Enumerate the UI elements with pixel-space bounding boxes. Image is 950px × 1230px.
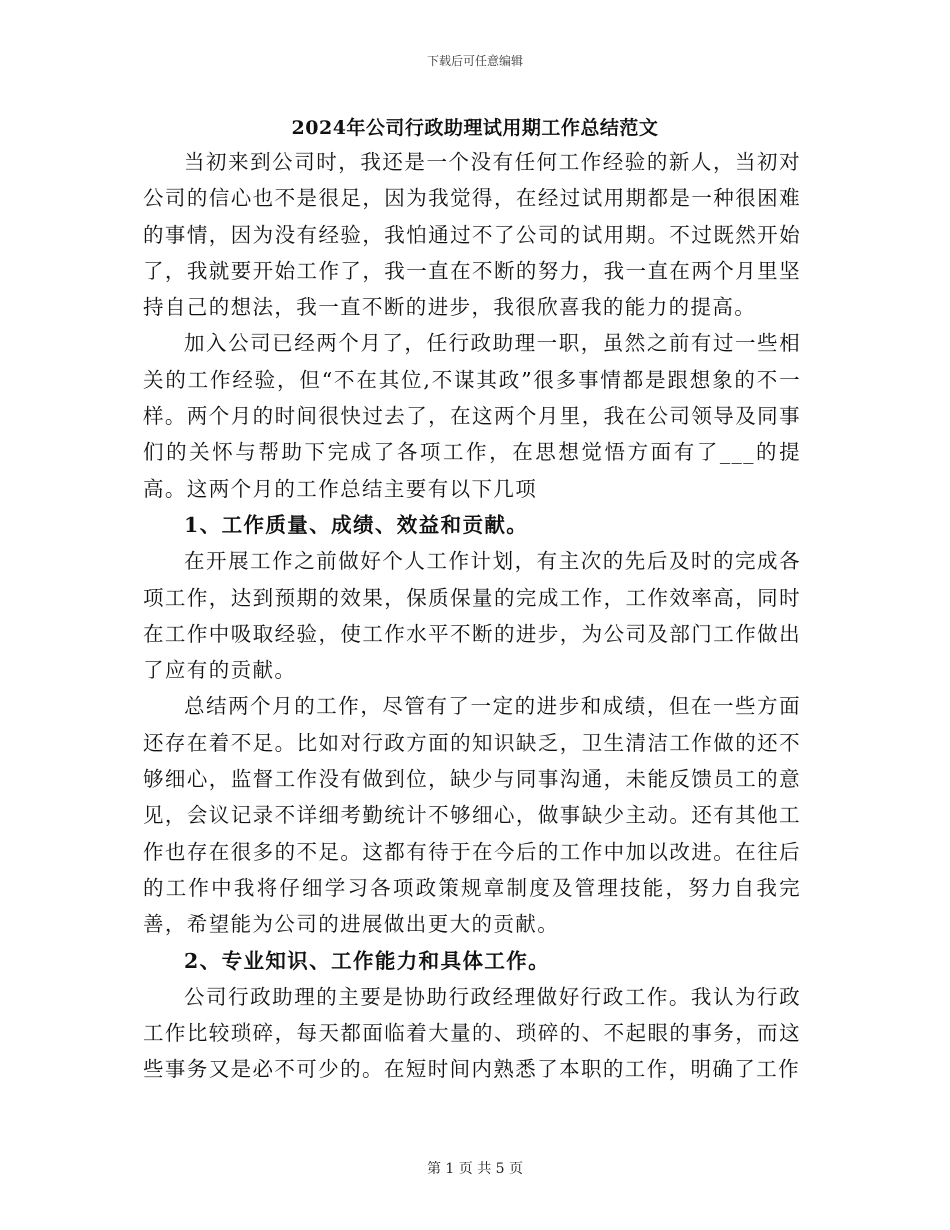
section-2-paragraph-1: 公司行政助理的主要是协助行政经理做好行政工作。我认为行政工作比较琐碎，每天都面临着大量的、琐碎的、不起眼的事务，而这些事务又是必不可少的。在短时间内熟悉了本职的工作，明确了工作	[143, 984, 801, 1082]
section-1-paragraph-1: 在开展工作之前做好个人工作计划，有主次的先后及时的完成各项工作，达到预期的效果，保质保量的完成工作，工作效率高，同时在工作中吸取经验，使工作水平不断的进步，为公司及部门工作做出了应有的贡献。	[143, 549, 801, 683]
header-note: 下载后可任意编辑	[426, 54, 523, 68]
section-2-heading: 2、专业知识、工作能力和具体工作。	[184, 948, 551, 973]
section-1-heading: 1、工作质量、成绩、效益和贡献。	[184, 512, 529, 537]
page-number: 第 1 页 共 5 页	[426, 1161, 524, 1177]
intro-paragraph-1: 当初来到公司时，我还是一个没有任何工作经验的新人，当初对公司的信心也不是很足，因为我觉得，在经过试用期都是一种很困难的事情，因为没有经验，我怕通过不了公司的试用期。不过既然开始了，我就要开始工作了，我一直在不断的努力，我一直在两个月里坚持自己的想法，我一直不断的进步，我很欣喜我的能力的提高。	[143, 150, 801, 320]
document-body	[143, 144, 801, 1088]
intro-paragraph-2: 加入公司已经两个月了，任行政助理一职，虽然之前有过一些相关的工作经验，但“不在其位,不谋其政”很多事情都是跟想象的不一样。两个月的时间很快过去了，在这两个月里，我在公司领导及同事们的关怀与帮助下完成了各项工作，在思想觉悟方面有了___的提高。这两个月的工作总结主要有以下几项	[143, 331, 801, 501]
section-1-paragraph-2: 总结两个月的工作，尽管有了一定的进步和成绩，但在一些方面还存在着不足。比如对行政方面的知识缺乏，卫生清洁工作做的还不够细心，监督工作没有做到位，缺少与同事沟通，未能反馈员工的意见，会议记录不详细考勤统计不够细心，做事缺少主动。还有其他工作也存在很多的不足。这都有待于在今后的工作中加以改进。在往后的工作中我将仔细学习各项政策规章制度及管理技能，努力自我完善，希望能为公司的进展做出更大的贡献。	[143, 694, 801, 937]
document-title: 2024年公司行政助理试用期工作总结范文	[291, 117, 659, 139]
